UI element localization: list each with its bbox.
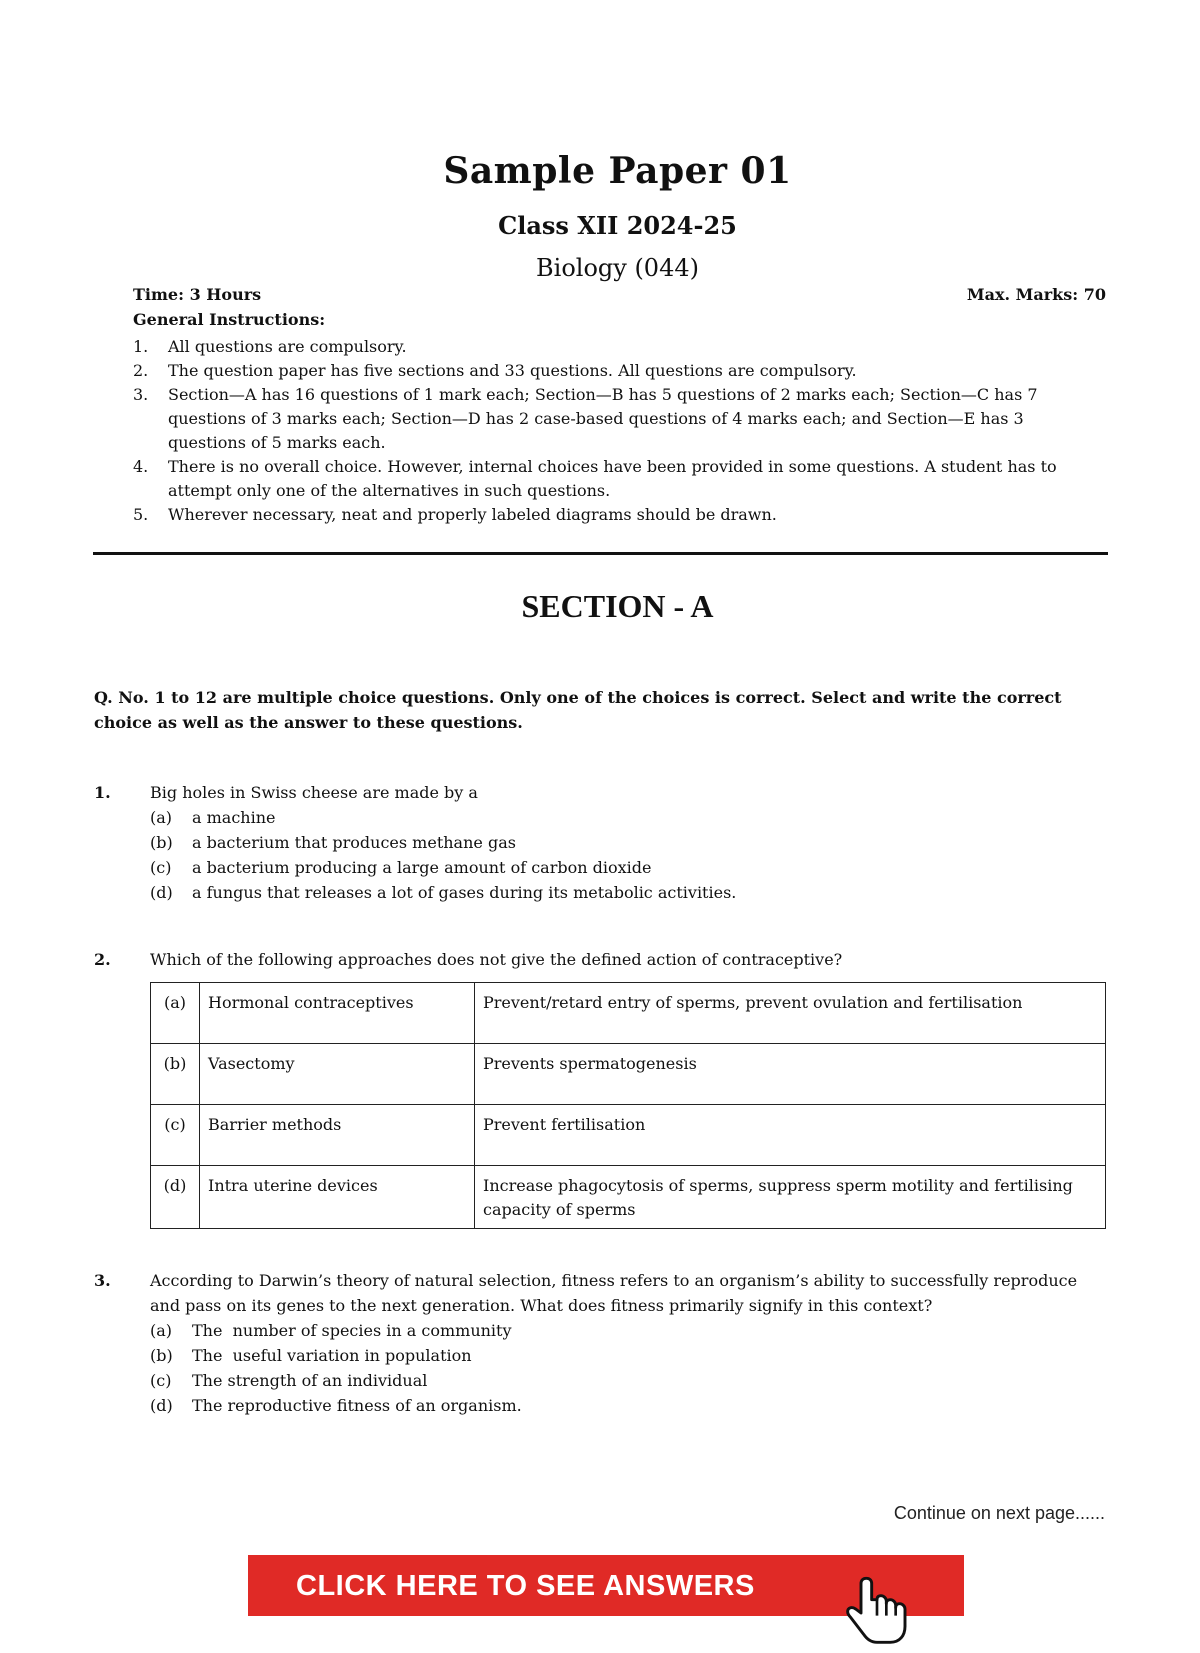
question-1 xyxy=(94,780,1106,905)
option-text: a machine xyxy=(192,808,276,827)
table-row xyxy=(151,1044,1106,1105)
option-label: (b) xyxy=(150,1346,173,1365)
option-text: The useful variation in population xyxy=(192,1346,472,1365)
option-label: (d) xyxy=(150,883,173,902)
question-2 xyxy=(94,947,1106,972)
section-title: SECTION - A xyxy=(521,588,714,624)
question-3 xyxy=(94,1268,1106,1418)
see-answers-label: CLICK HERE TO SEE ANSWERS xyxy=(296,1570,755,1602)
question-stem: Big holes in Swiss cheese are made by a xyxy=(150,783,478,802)
option-b xyxy=(150,1343,1106,1368)
max-marks-label: Max. Marks: 70 xyxy=(966,285,1106,304)
option-text: The strength of an individual xyxy=(192,1371,428,1390)
option-label: (b) xyxy=(150,833,173,852)
table-cell-label: (c) xyxy=(151,1105,200,1166)
option-label: (c) xyxy=(150,1371,172,1390)
question-stem: According to Darwin’s theory of natural selection, fitness refers to an organism’s ability to successfully reproduce and pass on its genes to the next generation. What does fitness primarily signify in this context? xyxy=(150,1271,1078,1315)
paper-title: Sample Paper 01 xyxy=(443,150,792,192)
instruction-text: The question paper has five sections and 33 questions. All questions are compulsory. xyxy=(168,361,857,380)
table-cell-method: Intra uterine devices xyxy=(200,1166,475,1229)
meta-row xyxy=(133,285,1106,304)
instruction-text: Section—A has 16 questions of 1 mark each; Section—B has 5 questions of 2 marks each; Section—C has 7 questions of 3 marks each; Section—D has 2 case-based questions of 4 marks each; and Section—E has 3 questions of 5 marks each. xyxy=(168,385,1038,452)
instruction-text: There is no overall choice. However, internal choices have been provided in some questions. A student has to attempt only one of the alternatives in such questions. xyxy=(168,457,1057,500)
table-cell-action: Prevents spermatogenesis xyxy=(475,1044,1106,1105)
time-label: Time: 3 Hours xyxy=(133,285,262,304)
table-cell-action: Increase phagocytosis of sperms, suppress sperm motility and fertilising capacity of sperms xyxy=(475,1166,1106,1229)
instruction-number: 5. xyxy=(133,505,149,524)
horizontal-divider xyxy=(93,552,1108,555)
class-line: Class XII 2024-25 xyxy=(498,211,737,240)
contraceptive-table xyxy=(150,982,1106,1229)
instruction-item xyxy=(133,335,1106,359)
option-label: (d) xyxy=(150,1396,173,1415)
continue-note: Continue on next page...... xyxy=(893,1503,1105,1523)
option-text: The reproductive fitness of an organism. xyxy=(192,1396,522,1415)
table-cell-action: Prevent/retard entry of sperms, prevent ovulation and fertilisation xyxy=(475,983,1106,1044)
option-text: a fungus that releases a lot of gases during its metabolic activities. xyxy=(192,883,737,902)
table-cell-method: Barrier methods xyxy=(200,1105,475,1166)
table-cell-method: Vasectomy xyxy=(200,1044,475,1105)
instructions-list xyxy=(133,335,1106,527)
instruction-number: 2. xyxy=(133,361,149,380)
instruction-item xyxy=(133,359,1106,383)
table-cell-label: (d) xyxy=(151,1166,200,1229)
question-number: 1. xyxy=(94,783,111,802)
option-a xyxy=(150,805,1106,830)
instructions-heading: General Instructions: xyxy=(133,310,326,329)
section-note: Q. No. 1 to 12 are multiple choice questions. Only one of the choices is correct. Select and write the correct choice as well as the answer to these questions. xyxy=(94,688,1062,732)
table-cell-action: Prevent fertilisation xyxy=(475,1105,1106,1166)
instruction-number: 1. xyxy=(133,337,149,356)
pointing-hand-icon[interactable] xyxy=(837,1573,917,1653)
option-text: a bacterium producing a large amount of carbon dioxide xyxy=(192,858,652,877)
option-c xyxy=(150,855,1106,880)
table-row xyxy=(151,1166,1106,1229)
instruction-item xyxy=(133,383,1106,455)
option-d xyxy=(150,880,1106,905)
instruction-number: 4. xyxy=(133,457,149,476)
option-label: (a) xyxy=(150,808,173,827)
option-c xyxy=(150,1368,1106,1393)
question-number: 3. xyxy=(94,1271,111,1290)
instruction-item xyxy=(133,503,1106,527)
table-cell-method: Hormonal contraceptives xyxy=(200,983,475,1044)
option-text: a bacterium that produces methane gas xyxy=(192,833,516,852)
instruction-item xyxy=(133,455,1106,503)
option-text: The number of species in a community xyxy=(192,1321,512,1340)
option-label: (c) xyxy=(150,858,172,877)
question-number: 2. xyxy=(94,950,111,969)
question-stem: Which of the following approaches does not give the defined action of contraceptive? xyxy=(150,950,843,969)
option-b xyxy=(150,830,1106,855)
table-cell-label: (b) xyxy=(151,1044,200,1105)
option-d xyxy=(150,1393,1106,1418)
option-label: (a) xyxy=(150,1321,173,1340)
instruction-text: Wherever necessary, neat and properly labeled diagrams should be drawn. xyxy=(168,505,777,524)
table-row xyxy=(151,1105,1106,1166)
table-row xyxy=(151,983,1106,1044)
instruction-number: 3. xyxy=(133,385,149,404)
instruction-text: All questions are compulsory. xyxy=(168,337,407,356)
subject-line: Biology (044) xyxy=(536,254,699,282)
table-cell-label: (a) xyxy=(151,983,200,1044)
option-a xyxy=(150,1318,1106,1343)
